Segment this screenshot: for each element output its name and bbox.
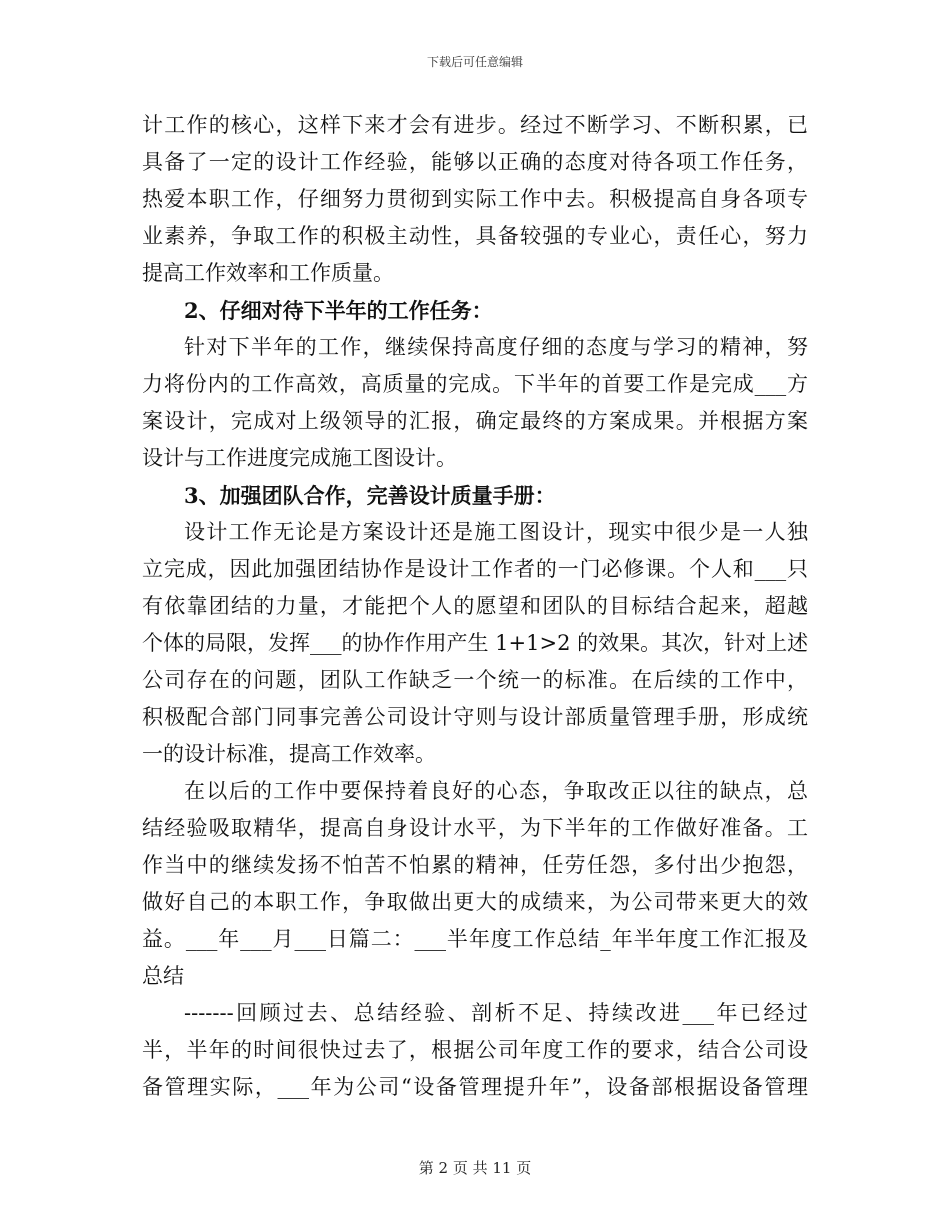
- text-line: 设计工作无论是方案设计还是施工图设计，现实中很少是一人独: [184, 520, 808, 544]
- text-line: 备管理实际，___年为公司“设备管理提升年”，设备部根据设备管理: [142, 1075, 808, 1099]
- text-line: 公司存在的问题，团队工作缺乏一个统一的标准。在后续的工作中，: [142, 668, 808, 692]
- text-line: 提高工作效率和工作质量。: [142, 261, 394, 285]
- text-line: 针对下半年的工作，继续保持高度仔细的态度与学习的精神，努: [184, 335, 808, 359]
- text-line: 具备了一定的设计工作经验，能够以正确的态度对待各项工作任务，: [142, 150, 808, 174]
- text-line: -------回顾过去、总结经验、剖析不足、持续改进___年已经过: [184, 1001, 808, 1025]
- text-line: 总结: [142, 964, 184, 988]
- text-line: 力将份内的工作高效，高质量的完成。下半年的首要工作是完成___方: [142, 372, 808, 396]
- text-line: 热爱本职工作，仔细努力贯彻到实际工作中去。积极提高自身各项专: [142, 187, 808, 211]
- text-line: 益。___年___月___日篇二：___半年度工作总结_年半年度工作汇报及: [142, 927, 808, 951]
- text-line: 设计与工作进度完成施工图设计。: [142, 446, 457, 470]
- page-footer: 第 2 页 共 11 页: [418, 1159, 532, 1177]
- text-line: 一的设计标准，提高工作效率。: [142, 742, 436, 766]
- document-body: [142, 107, 808, 1106]
- text-line: 在以后的工作中要保持着良好的心态，争取改正以往的缺点，总: [184, 779, 808, 803]
- text-line: 个体的局限，发挥___的协作作用产生 1+1>2 的效果。其次，针对上述: [142, 631, 809, 655]
- text-line: 计工作的核心，这样下来才会有进步。经过不断学习、不断积累，已: [142, 113, 808, 137]
- text-line: 积极配合部门同事完善公司设计守则与设计部质量管理手册，形成统: [142, 705, 808, 729]
- section-heading: 2、仔细对待下半年的工作任务：: [184, 298, 493, 323]
- text-line: 有依靠团结的力量，才能把个人的愿望和团队的目标结合起来，超越: [142, 594, 808, 618]
- text-line: 作当中的继续发扬不怕苦不怕累的精神，任劳任怨，多付出少抱怨，: [142, 853, 808, 877]
- section-heading: 3、加强团队合作，完善设计质量手册：: [184, 483, 556, 508]
- text-line: 立完成，因此加强团结协作是设计工作者的一门必修课。个人和___只: [142, 557, 808, 581]
- text-line: 案设计，完成对上级领导的汇报，确定最终的方案成果。并根据方案: [142, 409, 808, 433]
- text-line: 结经验吸取精华，提高自身设计水平，为下半年的工作做好准备。工: [142, 816, 808, 840]
- text-line: 半，半年的时间很快过去了，根据公司年度工作的要求，结合公司设: [142, 1038, 808, 1062]
- page-header: 下载后可任意编辑: [426, 55, 523, 69]
- text-line: 业素养，争取工作的积极主动性，具备较强的专业心，责任心，努力: [142, 224, 808, 248]
- text-line: 做好自己的本职工作，争取做出更大的成绩来，为公司带来更大的效: [142, 890, 808, 914]
